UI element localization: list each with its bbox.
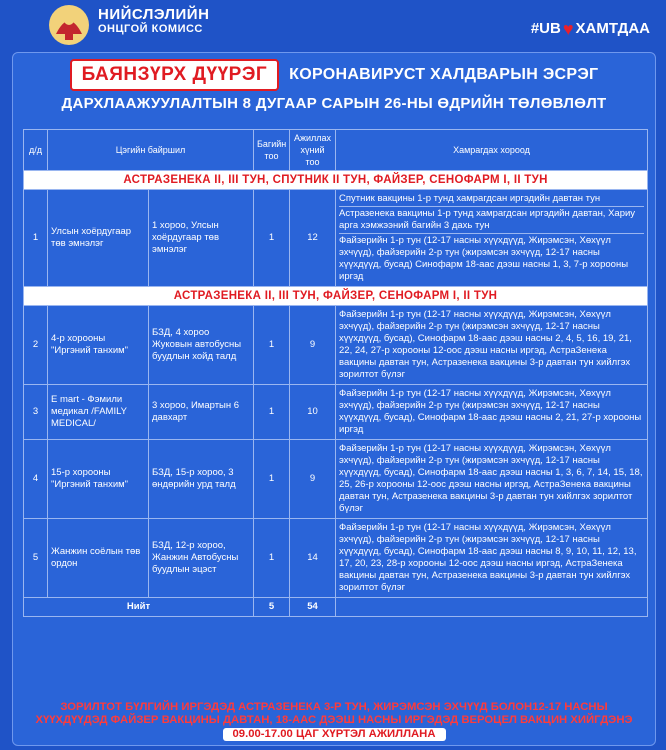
vaccine-band-label: АСТРАЗЕНЕКА II, III ТУН, СПУТНИК II ТУН, ФАЙЗЕР, СЕНОФАРМ I, II ТУН xyxy=(24,171,648,190)
table-row xyxy=(24,440,648,519)
top-bar xyxy=(0,0,666,50)
row-place: Улсын хоёрдугаар төв эмнэлэг xyxy=(48,190,149,287)
table-row xyxy=(24,385,648,440)
table-row xyxy=(24,519,648,598)
org-line1: НИЙСЛЭЛИЙН xyxy=(98,6,210,23)
row-no: 5 xyxy=(24,519,48,598)
header-khoroo: Хамрагдах хороод xyxy=(336,130,648,171)
header-place: Цэгийн байршил xyxy=(48,130,254,171)
row-place: 15-р хорооны "Иргэний танхим" xyxy=(48,440,149,519)
coverage-item: Файзерийн 1-р тун (12-17 насны хүүхдүүд, Жирэмсэн, Хөхүүл эхчүүд), файзерийн 2-р тун (жирэмсэн эхчүүд, 12-17 насны хүүхдүүд, бусад), Синофарм 18-аас дээш насны 8, 9, 10, 11, 12, 13, 17, 20, 23, 28-р хорооны 12-оос дээш насны иргэд, АстраЗенека вакцины давтан тун, Астразенека вакцины 3-р давтан тун хийлгэх зорилтот бүлэг xyxy=(339,522,637,593)
org-line2: ОНЦГОЙ КОМИСС xyxy=(98,23,203,35)
row-place: E mart - Фэмили медикал /FAMILY MEDICAL/ xyxy=(48,385,149,440)
schedule-panel xyxy=(12,52,656,746)
total-workers: 54 xyxy=(290,598,336,617)
hashtag-left: #UB xyxy=(530,20,561,37)
title-line2: ДАРХЛААЖУУЛАЛТЫН 8 ДУГААР САРЫН 26-НЫ ӨДРИЙН ТӨЛӨВЛӨЛТ xyxy=(61,95,607,112)
row-address: 1 хороо, Улсын хоёрдугаар төв эмнэлэг xyxy=(149,190,254,287)
table-header-row xyxy=(24,130,648,171)
row-teams: 1 xyxy=(254,440,290,519)
row-teams: 1 xyxy=(254,519,290,598)
emblem-logo xyxy=(48,4,90,46)
footer-notice xyxy=(13,701,655,741)
row-coverage xyxy=(336,519,648,598)
schedule-table xyxy=(23,129,648,617)
row-coverage xyxy=(336,190,648,287)
vaccine-band xyxy=(24,287,648,306)
row-address: БЗД, 15-р хороо, 3 өндөрийн урд талд xyxy=(149,440,254,519)
title-block xyxy=(13,59,655,112)
row-workers: 12 xyxy=(290,190,336,287)
table-row xyxy=(24,190,648,287)
heart-icon: ♥ xyxy=(562,18,574,39)
row-no: 2 xyxy=(24,306,48,385)
row-coverage xyxy=(336,385,648,440)
row-no: 4 xyxy=(24,440,48,519)
footer-line1: ЗОРИЛТОТ БҮЛГИЙН ИРГЭДЭД АСТРАЗЕНЕКА 3-Р ТУН, ЖИРЭМСЭН ЭХЧҮҮД БОЛОН12-17 НАСНЫ xyxy=(60,701,608,713)
coverage-item: Файзерийн 1-р тун (12-17 насны хүүхдүүд, Жирэмсэн, Хөхүүл эхчүүд), файзерийн 2-р тун (жирэмсэн эхчүүд, 12-17 насны хүүхдүүд, бусад), Синофарм 18-аас дээш насны 2, 4, 5, 16, 19, 21, 22, 24, 27-р хорооны 12-оос дээш насны иргэд, АстраЗенека вакцины давтан тун, Астразенека вакцины 3-р давтан тун хийлгэх зорилтот бүлэг xyxy=(339,309,632,380)
total-empty xyxy=(336,598,648,617)
table-row xyxy=(24,306,648,385)
row-coverage xyxy=(336,440,648,519)
vaccine-band xyxy=(24,171,648,190)
row-no: 1 xyxy=(24,190,48,287)
row-coverage xyxy=(336,306,648,385)
row-address: БЗД, 4 хороо Жуковын автобусны буудлын хойд талд xyxy=(149,306,254,385)
total-label: Нийт xyxy=(24,598,254,617)
footer-line2: ХҮҮХДҮҮДЭД ФАЙЗЕР ВАКЦИНЫ ДАВТАН, 18-ААС ДЭЭШ НАСНЫ ИРГЭДЭД ВЕРОЦЕЛ ВАКЦИН ХИЙГДЭНЭ xyxy=(35,714,633,726)
row-workers: 9 xyxy=(290,440,336,519)
hashtag-right: ХАМТДАА xyxy=(575,20,650,37)
total-teams: 5 xyxy=(254,598,290,617)
title-line1: КОРОНАВИРУСТ ХАЛДВАРЫН ЭСРЭГ xyxy=(289,66,599,83)
organization-name xyxy=(98,8,209,36)
coverage-item: Файзерийн 1-р тун (12-17 насны хүүхдүүд, Жирэмсэн, Хөхүүл эхчүүд), файзерийн 2-р тун (жирэмсэн эхчүүд, 12-17 насны хүүхдүүд, бусад) Синофарм 18-аас дээш насны 1, 3, 7-р хорооны иргэд xyxy=(339,235,629,282)
row-workers: 9 xyxy=(290,306,336,385)
total-row xyxy=(24,598,648,617)
coverage-item: Спутник вакцины 1-р тунд хамрагдсан иргэдийн давтан тун xyxy=(339,192,644,207)
row-workers: 10 xyxy=(290,385,336,440)
coverage-item: Астразенека вакцины 1-р тунд хамрагдсан иргэдийн давтан, Хариу арга хэмжээний багийн 3 дахь тун xyxy=(339,207,644,234)
district-badge: БАЯНЗҮРХ ДҮҮРЭГ xyxy=(70,59,280,91)
row-workers: 14 xyxy=(290,519,336,598)
header-workers: Ажиллах хүний тоо xyxy=(290,130,336,171)
row-teams: 1 xyxy=(254,385,290,440)
row-address: 3 хороо, Имартын 6 давхарт xyxy=(149,385,254,440)
row-address: БЗД, 12-р хороо, Жанжин Автобусны буудлын эцэст xyxy=(149,519,254,598)
header-no: д/д xyxy=(24,130,48,171)
row-teams: 1 xyxy=(254,190,290,287)
row-place: 4-р хорооны "Иргэний танхим" xyxy=(48,306,149,385)
vaccine-band-label: АСТРАЗЕНЕКА II, III ТУН, ФАЙЗЕР, СЕНОФАРМ I, II ТУН xyxy=(24,287,648,306)
row-teams: 1 xyxy=(254,306,290,385)
coverage-item: Файзерийн 1-р тун (12-17 насны хүүхдүүд, Жирэмсэн, Хөхүүл эхчүүд), файзерийн 2-р тун (жирэмсэн эхчүүд, 12-17 насны хүүхдүүд, бусад), Синофарм 18-аас дээш насны 2, 21, 27-р хорооны иргэд xyxy=(339,388,642,435)
coverage-item: Файзерийн 1-р тун (12-17 насны хүүхдүүд, Жирэмсэн, Хөхүүл эхчүүд), файзерийн 2-р тун (жирэмсэн эхчүүд, 12-17 насны хүүхдүүд, бусад), Синофарм 18-аас дээш насны 1, 3, 6, 7, 14, 15, 18, 25, 26-р хорооны 12-оос дээш насны иргэд, АстраЗенека вакцины давтан тун, Астразенека вакцины 3-р давтан тун хийлгэх зорилтот бүлэг xyxy=(339,443,643,514)
hashtag xyxy=(531,20,650,37)
header-teams: Багийн тоо xyxy=(254,130,290,171)
row-no: 3 xyxy=(24,385,48,440)
row-place: Жанжин соёлын төв ордон xyxy=(48,519,149,598)
footer-line3: 09.00-17.00 ЦАГ ХҮРТЭЛ АЖИЛЛАНА xyxy=(223,728,446,741)
